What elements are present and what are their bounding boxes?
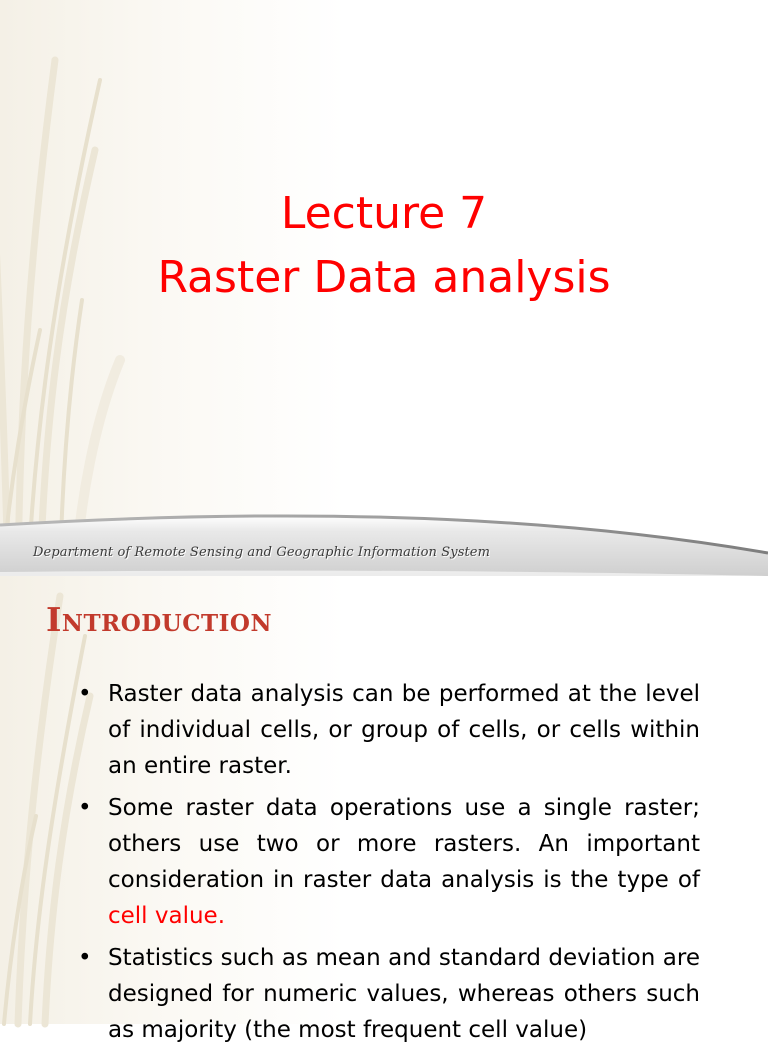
section-heading: Introduction (46, 600, 272, 639)
bullet-icon: • (78, 681, 92, 707)
title-line-2: Raster Data analysis (157, 252, 611, 303)
bullet-text: Statistics such as mean and standard deviation are designed for numeric values, whereas others such as majority (the most frequent cell value) (108, 945, 700, 1043)
department-name: Department of Remote Sensing and Geographic Information System (33, 545, 491, 560)
slide-title (0, 182, 768, 310)
bullet-text: Some raster data operations use a single raster; others use two or more rasters. An important consideration in raster data analysis is the type of (108, 795, 700, 893)
footer-band (0, 505, 768, 576)
bullet-text: Raster data analysis can be performed at the level of individual cells, or group of cells, or cells within an entire raster. (108, 681, 700, 779)
bullet-item (76, 940, 700, 1048)
bullet-icon: • (78, 945, 92, 971)
bullet-highlight: cell value. (108, 903, 226, 929)
bullet-item (76, 790, 700, 934)
title-line-1: Lecture 7 (280, 188, 488, 239)
bullet-list (76, 676, 700, 1054)
content-slide (0, 576, 768, 1043)
bullet-item (76, 676, 700, 784)
bullet-icon: • (78, 795, 92, 821)
